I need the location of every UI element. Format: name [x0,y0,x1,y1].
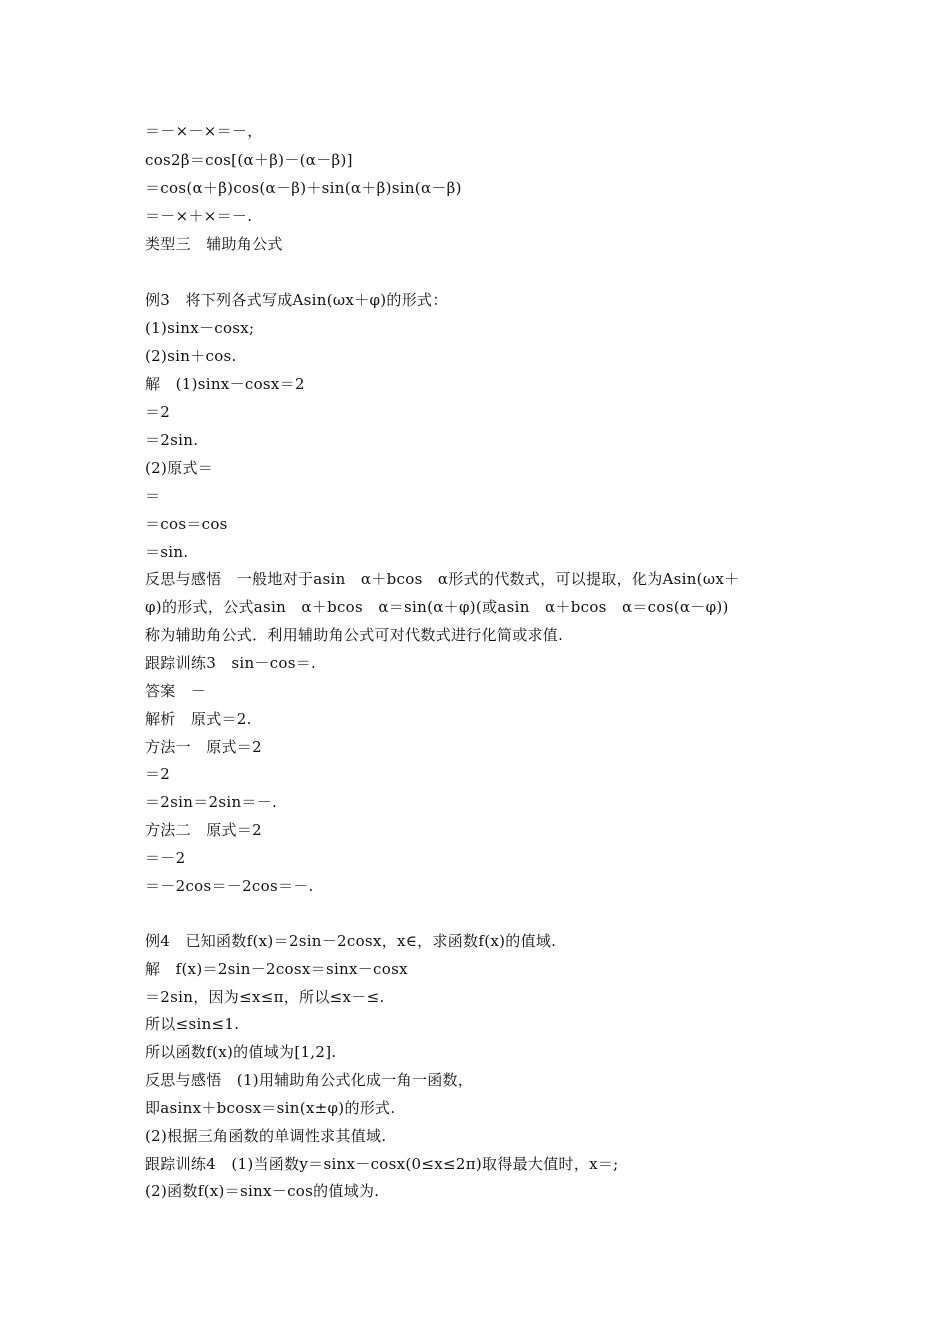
text-line: 解 f(x)＝2sin－2cosx＝sinx－cosx [145,960,408,978]
text-line: ＝ [145,487,161,505]
text-line: 所以≤sin≤1. [145,1015,240,1033]
text-line: 反思与感悟 一般地对于asin α＋bcos α形式的代数式，可以提取，化为Asin(ωx＋ [145,570,740,588]
text-line: (1)sinx－cosx; [145,319,255,337]
text-line: (2)sin＋cos. [145,347,237,365]
text-line: ＝2 [145,403,171,421]
text-line: ＝－×－×＝－， [145,122,263,140]
section-heading: 类型三 辅助角公式 [145,235,283,253]
text-line: ＝－×＋×＝－. [145,207,253,225]
text-line: 解 (1)sinx－cosx＝2 [145,375,305,393]
text-line: ＝－2cos＝－2cos＝－. [145,877,314,895]
text-line: 解析 原式＝2. [145,710,252,728]
example-title: 例4 已知函数f(x)＝2sin－2cosx，x∈，求函数f(x)的值域. [145,932,557,950]
text-line: 称为辅助角公式．利用辅助角公式可对代数式进行化简或求值. [145,626,564,644]
text-line: 即asinx＋bcosx＝sin(x±φ)的形式. [145,1099,396,1117]
text-line: (2)原式＝ [145,459,214,477]
text-line: 反思与感悟 (1)用辅助角公式化成一角一函数， [145,1071,474,1089]
text-line: ＝2sin＝2sin＝－. [145,793,278,811]
text-line: cos2β＝cos[(α＋β)－(α－β)] [145,151,353,169]
text-line: ＝cos＝cos [145,515,228,533]
example-title: 例3 将下列各式写成Asin(ωx＋φ)的形式： [145,291,448,309]
text-line: (2)函数f(x)＝sinx－cos的值域为. [145,1182,380,1200]
text-line: φ)的形式，公式asin α＋bcos α＝sin(α＋φ)(或asin α＋bcos α＝cos(α－φ)) [145,598,729,616]
text-line: 方法一 原式＝2 [145,738,262,756]
text-line: 方法二 原式＝2 [145,821,262,839]
text-line: ＝2 [145,765,171,783]
text-line: 跟踪训练4 (1)当函数y＝sinx－cosx(0≤x≤2π)取得最大值时，x＝; [145,1155,619,1173]
text-line: ＝cos(α＋β)cos(α－β)＋sin(α＋β)sin(α－β) [145,179,462,197]
text-line: (2)根据三角函数的单调性求其值域. [145,1127,387,1145]
text-line: ＝－2 [145,849,186,867]
text-line: 所以函数f(x)的值域为[1,2]. [145,1043,337,1061]
text-line: ＝sin. [145,543,189,561]
text-line: ＝2sin. [145,431,199,449]
text-line: ＝2sin，因为≤x≤π，所以≤x－≤. [145,988,385,1006]
text-line: 跟踪训练3 sin－cos＝. [145,654,317,672]
text-line: 答案 － [145,682,207,700]
